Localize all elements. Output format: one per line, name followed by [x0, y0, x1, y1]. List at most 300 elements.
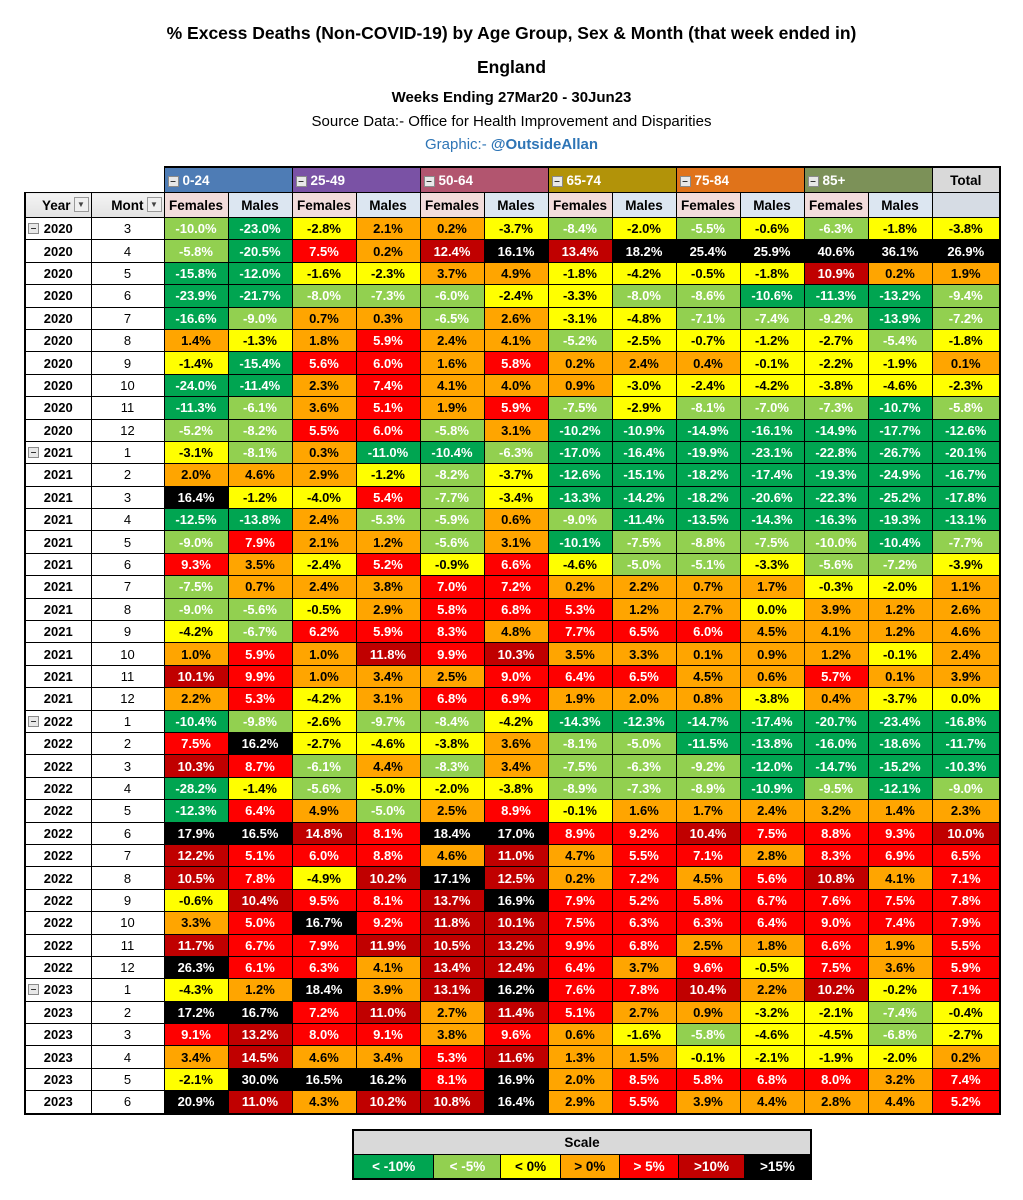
value-cell[interactable]: -10.4%	[420, 441, 484, 463]
value-cell[interactable]: -2.1%	[804, 1001, 868, 1023]
value-cell[interactable]: -8.9%	[548, 777, 612, 799]
value-cell[interactable]: -22.8%	[804, 441, 868, 463]
value-cell[interactable]: 18.2%	[612, 240, 676, 262]
males-header-0-24[interactable]: Males	[228, 193, 292, 218]
value-cell[interactable]: 1.2%	[356, 531, 420, 553]
value-cell[interactable]: 6.0%	[356, 352, 420, 374]
value-cell[interactable]: -12.3%	[612, 710, 676, 732]
total-value-cell[interactable]: 4.6%	[932, 621, 1000, 643]
value-cell[interactable]: -1.4%	[164, 352, 228, 374]
total-value-cell[interactable]: -3.9%	[932, 553, 1000, 575]
value-cell[interactable]: -4.6%	[740, 1024, 804, 1046]
value-cell[interactable]: -2.4%	[676, 374, 740, 396]
value-cell[interactable]: 8.7%	[228, 755, 292, 777]
value-cell[interactable]: 0.2%	[548, 576, 612, 598]
year-cell[interactable]: – 2020	[25, 218, 91, 240]
month-cell[interactable]: 9	[91, 621, 164, 643]
value-cell[interactable]: 5.4%	[356, 486, 420, 508]
value-cell[interactable]: 0.8%	[676, 688, 740, 710]
value-cell[interactable]: 2.4%	[420, 329, 484, 351]
month-cell[interactable]: 4	[91, 1046, 164, 1068]
value-cell[interactable]: 10.9%	[804, 262, 868, 284]
value-cell[interactable]: 2.2%	[612, 576, 676, 598]
value-cell[interactable]: -23.9%	[164, 285, 228, 307]
value-cell[interactable]: 16.2%	[484, 979, 548, 1001]
value-cell[interactable]: -9.0%	[548, 509, 612, 531]
value-cell[interactable]: 0.7%	[676, 576, 740, 598]
value-cell[interactable]: 5.2%	[356, 553, 420, 575]
value-cell[interactable]: 3.4%	[484, 755, 548, 777]
year-cell[interactable]: 2021	[25, 576, 91, 598]
value-cell[interactable]: -4.6%	[356, 732, 420, 754]
value-cell[interactable]: -5.9%	[420, 509, 484, 531]
value-cell[interactable]: 7.9%	[228, 531, 292, 553]
value-cell[interactable]: -20.5%	[228, 240, 292, 262]
value-cell[interactable]: 5.9%	[484, 397, 548, 419]
value-cell[interactable]: -3.7%	[484, 464, 548, 486]
value-cell[interactable]: 7.2%	[612, 867, 676, 889]
value-cell[interactable]: -0.1%	[868, 643, 932, 665]
value-cell[interactable]: -10.4%	[164, 710, 228, 732]
month-cell[interactable]: 2	[91, 464, 164, 486]
value-cell[interactable]: -5.5%	[676, 218, 740, 240]
year-cell[interactable]: 2020	[25, 262, 91, 284]
value-cell[interactable]: 11.4%	[484, 1001, 548, 1023]
value-cell[interactable]: 1.7%	[676, 800, 740, 822]
value-cell[interactable]: -17.4%	[740, 710, 804, 732]
value-cell[interactable]: 16.9%	[484, 1068, 548, 1090]
value-cell[interactable]: 0.1%	[676, 643, 740, 665]
value-cell[interactable]: 2.0%	[612, 688, 676, 710]
month-cell[interactable]: 5	[91, 800, 164, 822]
value-cell[interactable]: 7.5%	[292, 240, 356, 262]
value-cell[interactable]: 5.1%	[228, 844, 292, 866]
value-cell[interactable]: -4.0%	[292, 486, 356, 508]
value-cell[interactable]: 1.2%	[868, 598, 932, 620]
value-cell[interactable]: 6.9%	[868, 844, 932, 866]
value-cell[interactable]: 10.2%	[356, 867, 420, 889]
value-cell[interactable]: 6.8%	[484, 598, 548, 620]
value-cell[interactable]: 0.2%	[548, 352, 612, 374]
value-cell[interactable]: 4.9%	[484, 262, 548, 284]
value-cell[interactable]: 2.9%	[356, 598, 420, 620]
value-cell[interactable]: 10.1%	[164, 665, 228, 687]
value-cell[interactable]: 16.5%	[292, 1068, 356, 1090]
year-cell[interactable]: 2020	[25, 307, 91, 329]
value-cell[interactable]: -19.3%	[868, 509, 932, 531]
value-cell[interactable]: 10.4%	[676, 979, 740, 1001]
total-value-cell[interactable]: 2.4%	[932, 643, 1000, 665]
value-cell[interactable]: -3.3%	[740, 553, 804, 575]
value-cell[interactable]: -11.3%	[804, 285, 868, 307]
value-cell[interactable]: 2.0%	[164, 464, 228, 486]
females-header-75-84[interactable]: Females	[676, 193, 740, 218]
males-header-50-64[interactable]: Males	[484, 193, 548, 218]
value-cell[interactable]: 4.1%	[868, 867, 932, 889]
value-cell[interactable]: 13.1%	[420, 979, 484, 1001]
value-cell[interactable]: 7.1%	[676, 844, 740, 866]
value-cell[interactable]: 6.4%	[548, 665, 612, 687]
value-cell[interactable]: 1.5%	[612, 1046, 676, 1068]
value-cell[interactable]: 18.4%	[420, 822, 484, 844]
value-cell[interactable]: -0.6%	[740, 218, 804, 240]
value-cell[interactable]: 13.2%	[484, 934, 548, 956]
value-cell[interactable]: 8.9%	[548, 822, 612, 844]
value-cell[interactable]: -13.9%	[868, 307, 932, 329]
value-cell[interactable]: -0.7%	[676, 329, 740, 351]
value-cell[interactable]: 17.9%	[164, 822, 228, 844]
value-cell[interactable]: 6.8%	[612, 934, 676, 956]
collapse-minus-icon[interactable]: –	[28, 447, 39, 458]
value-cell[interactable]: 16.7%	[292, 912, 356, 934]
value-cell[interactable]: 11.9%	[356, 934, 420, 956]
value-cell[interactable]: 4.8%	[484, 621, 548, 643]
value-cell[interactable]: -3.7%	[868, 688, 932, 710]
month-cell[interactable]: 3	[91, 218, 164, 240]
value-cell[interactable]: -18.2%	[676, 464, 740, 486]
value-cell[interactable]: 25.9%	[740, 240, 804, 262]
year-cell[interactable]: 2021	[25, 598, 91, 620]
value-cell[interactable]: -2.9%	[612, 397, 676, 419]
value-cell[interactable]: 0.2%	[356, 240, 420, 262]
value-cell[interactable]: 2.9%	[292, 464, 356, 486]
value-cell[interactable]: 4.7%	[548, 844, 612, 866]
value-cell[interactable]: -10.7%	[868, 397, 932, 419]
year-cell[interactable]: 2022	[25, 934, 91, 956]
value-cell[interactable]: -16.4%	[612, 441, 676, 463]
value-cell[interactable]: 16.2%	[228, 732, 292, 754]
value-cell[interactable]: -1.8%	[740, 262, 804, 284]
value-cell[interactable]: 7.2%	[484, 576, 548, 598]
value-cell[interactable]: -15.4%	[228, 352, 292, 374]
females-header-25-49[interactable]: Females	[292, 193, 356, 218]
value-cell[interactable]: 2.5%	[676, 934, 740, 956]
value-cell[interactable]: -3.0%	[612, 374, 676, 396]
value-cell[interactable]: -14.9%	[676, 419, 740, 441]
value-cell[interactable]: -7.1%	[676, 307, 740, 329]
value-cell[interactable]: -12.6%	[548, 464, 612, 486]
value-cell[interactable]: -4.3%	[164, 979, 228, 1001]
value-cell[interactable]: 17.0%	[484, 822, 548, 844]
value-cell[interactable]: 0.9%	[676, 1001, 740, 1023]
value-cell[interactable]: -6.1%	[292, 755, 356, 777]
value-cell[interactable]: -14.3%	[740, 509, 804, 531]
year-cell[interactable]: 2020	[25, 285, 91, 307]
value-cell[interactable]: 0.2%	[548, 867, 612, 889]
year-cell[interactable]: 2020	[25, 374, 91, 396]
total-value-cell[interactable]: 10.0%	[932, 822, 1000, 844]
year-cell[interactable]: – 2022	[25, 710, 91, 732]
value-cell[interactable]: -9.8%	[228, 710, 292, 732]
total-value-cell[interactable]: 5.9%	[932, 956, 1000, 978]
total-value-cell[interactable]: 2.3%	[932, 800, 1000, 822]
value-cell[interactable]: 2.5%	[420, 800, 484, 822]
total-value-cell[interactable]: 26.9%	[932, 240, 1000, 262]
value-cell[interactable]: -7.4%	[868, 1001, 932, 1023]
value-cell[interactable]: 2.1%	[292, 531, 356, 553]
value-cell[interactable]: 10.3%	[164, 755, 228, 777]
value-cell[interactable]: 13.2%	[228, 1024, 292, 1046]
value-cell[interactable]: -13.2%	[868, 285, 932, 307]
value-cell[interactable]: 6.0%	[356, 419, 420, 441]
value-cell[interactable]: 9.9%	[420, 643, 484, 665]
value-cell[interactable]: -4.2%	[292, 688, 356, 710]
value-cell[interactable]: -11.4%	[228, 374, 292, 396]
value-cell[interactable]: 8.8%	[804, 822, 868, 844]
value-cell[interactable]: -16.6%	[164, 307, 228, 329]
value-cell[interactable]: 1.7%	[740, 576, 804, 598]
year-cell[interactable]: – 2021	[25, 441, 91, 463]
value-cell[interactable]: 7.4%	[356, 374, 420, 396]
month-cell[interactable]: 5	[91, 1068, 164, 1090]
value-cell[interactable]: -4.6%	[868, 374, 932, 396]
value-cell[interactable]: 6.4%	[740, 912, 804, 934]
value-cell[interactable]: -1.8%	[548, 262, 612, 284]
value-cell[interactable]: 3.3%	[612, 643, 676, 665]
value-cell[interactable]: -0.2%	[868, 979, 932, 1001]
value-cell[interactable]: 9.3%	[868, 822, 932, 844]
value-cell[interactable]: -0.1%	[548, 800, 612, 822]
month-cell[interactable]: 4	[91, 777, 164, 799]
value-cell[interactable]: 9.1%	[164, 1024, 228, 1046]
total-value-cell[interactable]: -2.7%	[932, 1024, 1000, 1046]
value-cell[interactable]: 3.5%	[548, 643, 612, 665]
value-cell[interactable]: -3.1%	[164, 441, 228, 463]
value-cell[interactable]: 8.0%	[292, 1024, 356, 1046]
value-cell[interactable]: -0.3%	[804, 576, 868, 598]
value-cell[interactable]: -6.3%	[612, 755, 676, 777]
total-value-cell[interactable]: -10.3%	[932, 755, 1000, 777]
value-cell[interactable]: -2.4%	[292, 553, 356, 575]
value-cell[interactable]: 2.7%	[676, 598, 740, 620]
value-cell[interactable]: 1.4%	[164, 329, 228, 351]
value-cell[interactable]: 3.6%	[484, 732, 548, 754]
value-cell[interactable]: -8.3%	[420, 755, 484, 777]
value-cell[interactable]: 6.3%	[612, 912, 676, 934]
value-cell[interactable]: 10.8%	[420, 1091, 484, 1114]
value-cell[interactable]: -2.6%	[292, 710, 356, 732]
value-cell[interactable]: 6.0%	[676, 621, 740, 643]
value-cell[interactable]: -11.5%	[676, 732, 740, 754]
value-cell[interactable]: -5.8%	[676, 1024, 740, 1046]
value-cell[interactable]: 2.9%	[548, 1091, 612, 1114]
value-cell[interactable]: -17.0%	[548, 441, 612, 463]
value-cell[interactable]: -10.4%	[868, 531, 932, 553]
year-cell[interactable]: 2023	[25, 1068, 91, 1090]
total-value-cell[interactable]: -11.7%	[932, 732, 1000, 754]
value-cell[interactable]: -5.0%	[356, 777, 420, 799]
month-cell[interactable]: 11	[91, 665, 164, 687]
value-cell[interactable]: 3.7%	[612, 956, 676, 978]
value-cell[interactable]: 1.6%	[420, 352, 484, 374]
value-cell[interactable]: -9.0%	[164, 598, 228, 620]
value-cell[interactable]: 2.6%	[484, 307, 548, 329]
value-cell[interactable]: 7.5%	[868, 889, 932, 911]
collapse-minus-icon[interactable]: –	[296, 176, 307, 187]
value-cell[interactable]: 16.9%	[484, 889, 548, 911]
value-cell[interactable]: -2.0%	[612, 218, 676, 240]
value-cell[interactable]: 26.3%	[164, 956, 228, 978]
females-header-65-74[interactable]: Females	[548, 193, 612, 218]
value-cell[interactable]: -7.5%	[548, 755, 612, 777]
value-cell[interactable]: -0.5%	[676, 262, 740, 284]
pivot-table[interactable]	[24, 166, 1001, 1115]
value-cell[interactable]: -10.1%	[548, 531, 612, 553]
value-cell[interactable]: 2.4%	[612, 352, 676, 374]
value-cell[interactable]: 17.2%	[164, 1001, 228, 1023]
value-cell[interactable]: 16.4%	[164, 486, 228, 508]
year-filter-dropdown-icon[interactable]: ▼	[74, 197, 89, 212]
value-cell[interactable]: 3.6%	[868, 956, 932, 978]
value-cell[interactable]: 13.4%	[420, 956, 484, 978]
year-cell[interactable]: 2022	[25, 755, 91, 777]
year-cell[interactable]: 2021	[25, 621, 91, 643]
value-cell[interactable]: 1.6%	[612, 800, 676, 822]
value-cell[interactable]: 0.4%	[676, 352, 740, 374]
value-cell[interactable]: 4.1%	[420, 374, 484, 396]
value-cell[interactable]: -12.5%	[164, 509, 228, 531]
value-cell[interactable]: 0.9%	[740, 643, 804, 665]
value-cell[interactable]: -3.7%	[484, 218, 548, 240]
value-cell[interactable]: -20.7%	[804, 710, 868, 732]
value-cell[interactable]: 0.6%	[740, 665, 804, 687]
value-cell[interactable]: 3.5%	[228, 553, 292, 575]
value-cell[interactable]: 7.6%	[804, 889, 868, 911]
value-cell[interactable]: 3.1%	[484, 419, 548, 441]
value-cell[interactable]: 9.0%	[804, 912, 868, 934]
month-cell[interactable]: 1	[91, 979, 164, 1001]
month-cell[interactable]: 8	[91, 867, 164, 889]
total-value-cell[interactable]: 5.5%	[932, 934, 1000, 956]
value-cell[interactable]: -15.8%	[164, 262, 228, 284]
value-cell[interactable]: 1.0%	[164, 643, 228, 665]
month-cell[interactable]: 6	[91, 553, 164, 575]
value-cell[interactable]: -24.9%	[868, 464, 932, 486]
females-header-50-64[interactable]: Females	[420, 193, 484, 218]
value-cell[interactable]: -4.2%	[484, 710, 548, 732]
collapse-minus-icon[interactable]: –	[808, 176, 819, 187]
value-cell[interactable]: 14.8%	[292, 822, 356, 844]
value-cell[interactable]: 13.7%	[420, 889, 484, 911]
value-cell[interactable]: -17.4%	[740, 464, 804, 486]
value-cell[interactable]: -2.7%	[804, 329, 868, 351]
value-cell[interactable]: 2.7%	[420, 1001, 484, 1023]
value-cell[interactable]: 7.0%	[420, 576, 484, 598]
value-cell[interactable]: -18.6%	[868, 732, 932, 754]
value-cell[interactable]: 0.2%	[420, 218, 484, 240]
total-value-cell[interactable]: 7.1%	[932, 867, 1000, 889]
value-cell[interactable]: -1.3%	[228, 329, 292, 351]
value-cell[interactable]: 9.3%	[164, 553, 228, 575]
value-cell[interactable]: 1.2%	[228, 979, 292, 1001]
value-cell[interactable]: 1.9%	[548, 688, 612, 710]
value-cell[interactable]: 7.5%	[164, 732, 228, 754]
value-cell[interactable]: 6.4%	[228, 800, 292, 822]
value-cell[interactable]: 5.0%	[228, 912, 292, 934]
value-cell[interactable]: -0.5%	[292, 598, 356, 620]
value-cell[interactable]: -23.4%	[868, 710, 932, 732]
value-cell[interactable]: 16.4%	[484, 1091, 548, 1114]
value-cell[interactable]: 4.3%	[292, 1091, 356, 1114]
year-cell[interactable]: 2023	[25, 1001, 91, 1023]
value-cell[interactable]: 5.8%	[676, 889, 740, 911]
value-cell[interactable]: -5.0%	[612, 553, 676, 575]
value-cell[interactable]: -5.4%	[868, 329, 932, 351]
value-cell[interactable]: 6.5%	[612, 621, 676, 643]
month-cell[interactable]: 6	[91, 1091, 164, 1114]
month-column-header[interactable]	[91, 193, 164, 218]
value-cell[interactable]: 6.7%	[228, 934, 292, 956]
value-cell[interactable]: 11.8%	[420, 912, 484, 934]
value-cell[interactable]: 8.3%	[420, 621, 484, 643]
value-cell[interactable]: 4.4%	[740, 1091, 804, 1114]
total-value-cell[interactable]: 7.1%	[932, 979, 1000, 1001]
value-cell[interactable]: -24.0%	[164, 374, 228, 396]
value-cell[interactable]: 5.9%	[356, 329, 420, 351]
value-cell[interactable]: -8.6%	[676, 285, 740, 307]
total-value-cell[interactable]: 1.9%	[932, 262, 1000, 284]
value-cell[interactable]: -0.1%	[676, 1046, 740, 1068]
value-cell[interactable]: -10.9%	[740, 777, 804, 799]
value-cell[interactable]: 0.6%	[548, 1024, 612, 1046]
value-cell[interactable]: -11.0%	[356, 441, 420, 463]
value-cell[interactable]: 7.8%	[612, 979, 676, 1001]
total-value-cell[interactable]: -16.7%	[932, 464, 1000, 486]
value-cell[interactable]: 5.6%	[740, 867, 804, 889]
year-cell[interactable]: 2021	[25, 688, 91, 710]
value-cell[interactable]: -5.2%	[548, 329, 612, 351]
total-column-header[interactable]: Total	[932, 167, 1000, 193]
value-cell[interactable]: -0.6%	[164, 889, 228, 911]
value-cell[interactable]: -2.1%	[740, 1046, 804, 1068]
value-cell[interactable]: 8.8%	[356, 844, 420, 866]
value-cell[interactable]: 0.6%	[484, 509, 548, 531]
year-cell[interactable]: 2021	[25, 509, 91, 531]
month-cell[interactable]: 2	[91, 1001, 164, 1023]
value-cell[interactable]: -1.2%	[228, 486, 292, 508]
value-cell[interactable]: 16.2%	[356, 1068, 420, 1090]
value-cell[interactable]: 3.2%	[868, 1068, 932, 1090]
value-cell[interactable]: 3.3%	[164, 912, 228, 934]
year-cell[interactable]: 2020	[25, 329, 91, 351]
value-cell[interactable]: 5.3%	[420, 1046, 484, 1068]
year-cell[interactable]: – 2023	[25, 979, 91, 1001]
value-cell[interactable]: 16.5%	[228, 822, 292, 844]
age-group-header-75-84[interactable]: – 75-84	[676, 167, 804, 193]
value-cell[interactable]: -2.1%	[164, 1068, 228, 1090]
value-cell[interactable]: -7.0%	[740, 397, 804, 419]
value-cell[interactable]: -14.7%	[804, 755, 868, 777]
value-cell[interactable]: -7.3%	[356, 285, 420, 307]
value-cell[interactable]: -3.8%	[740, 688, 804, 710]
month-cell[interactable]: 11	[91, 397, 164, 419]
year-cell[interactable]: 2022	[25, 732, 91, 754]
value-cell[interactable]: -20.6%	[740, 486, 804, 508]
value-cell[interactable]: 5.5%	[292, 419, 356, 441]
value-cell[interactable]: -2.0%	[420, 777, 484, 799]
value-cell[interactable]: -6.1%	[228, 397, 292, 419]
value-cell[interactable]: 1.4%	[868, 800, 932, 822]
value-cell[interactable]: -8.2%	[420, 464, 484, 486]
month-cell[interactable]: 3	[91, 755, 164, 777]
value-cell[interactable]: -0.5%	[740, 956, 804, 978]
value-cell[interactable]: 4.9%	[292, 800, 356, 822]
value-cell[interactable]: 8.5%	[612, 1068, 676, 1090]
value-cell[interactable]: 6.2%	[292, 621, 356, 643]
value-cell[interactable]: 5.7%	[804, 665, 868, 687]
value-cell[interactable]: 12.4%	[420, 240, 484, 262]
total-value-cell[interactable]: -9.0%	[932, 777, 1000, 799]
